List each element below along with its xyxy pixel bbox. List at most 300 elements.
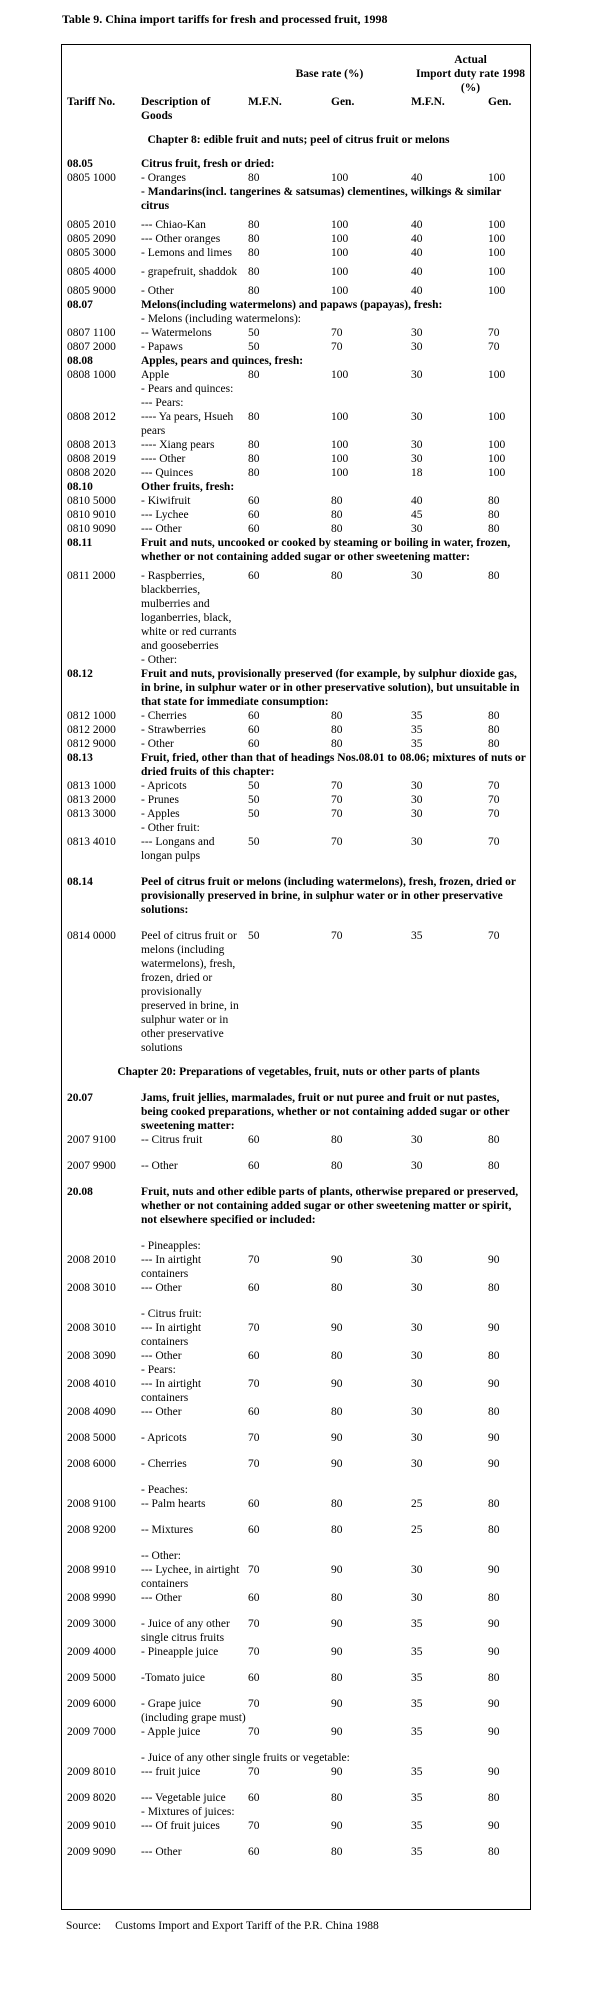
mfn-base-rate: 60 (248, 1846, 260, 1858)
tariff-no: 2009 3000 (67, 1618, 116, 1630)
gen-actual-rate: 80 (488, 1134, 500, 1146)
mfn-base-rate: 70 (248, 1726, 260, 1738)
tariff-no: 0805 2090 (67, 233, 116, 245)
description: - Prunes (141, 794, 180, 806)
gen-base-rate: 90 (331, 1820, 343, 1832)
gen-actual-rate: 80 (488, 1672, 500, 1684)
description: ---- Xiang pears (141, 439, 215, 451)
gen-actual-rate: 70 (488, 836, 500, 848)
gen-base-rate: 100 (331, 233, 349, 245)
mfn-base-rate: 70 (248, 1766, 260, 1778)
tariff-no (67, 1307, 141, 1321)
description: - Other: (141, 654, 178, 666)
mfn-base-rate: 60 (248, 724, 260, 736)
mfn-actual-rate: 30 (411, 369, 423, 381)
mfn-base-rate: 60 (248, 495, 260, 507)
description: -- Citrus fruit (141, 1134, 203, 1146)
mfn-actual-rate: 35 (411, 1792, 423, 1804)
description: --- Of fruit juices (141, 1820, 220, 1832)
mfn-actual-rate: 30 (411, 1322, 423, 1334)
description: --- Other (141, 523, 182, 535)
gen-actual-rate: 80 (488, 1406, 500, 1418)
mfn-base-rate: 60 (248, 1524, 260, 1536)
mfn-base-rate: 70 (248, 1564, 260, 1576)
source-note (66, 1919, 600, 1933)
gen-actual-rate: 100 (488, 453, 506, 465)
gen-base-rate: 100 (331, 219, 349, 231)
gen-actual-rate: 100 (488, 467, 506, 479)
gen-actual-rate: 70 (488, 808, 500, 820)
table-row (67, 793, 530, 807)
mfn-base-rate: 60 (248, 1672, 260, 1684)
mfn-actual-rate: 30 (411, 808, 423, 820)
tariff-no: 2007 9100 (67, 1134, 116, 1146)
mfn-actual-rate: 30 (411, 780, 423, 792)
table-row (67, 1497, 530, 1511)
gen-actual-rate: 70 (488, 341, 500, 353)
tariff-no: 08.07 (67, 299, 93, 311)
gen-base-rate: 90 (331, 1766, 343, 1778)
description: --- In airtight containers (141, 1378, 202, 1404)
mfn-actual-rate: 35 (411, 1820, 423, 1832)
mfn-base-rate: 70 (248, 1618, 260, 1630)
tariff-no: 2008 9990 (67, 1592, 116, 1604)
table-row (67, 1483, 530, 1497)
gen-actual-rate: 80 (488, 570, 500, 582)
gen-actual-rate: 100 (488, 266, 506, 278)
description: - Grape juice (including grape must) (141, 1698, 246, 1724)
tariff-no: 2008 9100 (67, 1498, 116, 1510)
tariff-no: 2008 3010 (67, 1282, 116, 1294)
gen-base-rate: 100 (331, 369, 349, 381)
tariff-no: 2009 4000 (67, 1646, 116, 1658)
mfn-base-rate: 60 (248, 509, 260, 521)
description: Other fruits, fresh: (141, 481, 235, 493)
gen-base-rate: 70 (331, 808, 343, 820)
table-row (67, 821, 530, 835)
description: ---- Ya pears, Hsueh pears (141, 411, 234, 437)
mfn-base-rate: 70 (248, 1378, 260, 1390)
tariff-no: 20.07 (67, 1092, 93, 1104)
table-row (67, 779, 530, 793)
table-row (67, 1617, 530, 1645)
tariff-no: 0805 3000 (67, 247, 116, 259)
gen-base-rate: 80 (331, 1846, 343, 1858)
description: --- In airtight containers (141, 1254, 202, 1280)
tariff-no (67, 1239, 141, 1253)
tariff-no: 2008 2010 (67, 1254, 116, 1266)
table-row (67, 232, 530, 246)
description: - Melons (including watermelons): (141, 313, 302, 325)
tariff-no: 20.08 (67, 1186, 93, 1198)
description: - Apples (141, 808, 180, 820)
gen-base-rate: 90 (331, 1564, 343, 1576)
gen-base-rate: 80 (331, 1792, 343, 1804)
mfn-base-rate: 80 (248, 266, 260, 278)
tariff-no: 2009 8020 (67, 1792, 116, 1804)
gen-actual-rate: 90 (488, 1322, 500, 1334)
table-row (67, 1591, 530, 1605)
mfn-actual-rate: 30 (411, 1282, 423, 1294)
gen-actual-rate: 90 (488, 1820, 500, 1832)
description: -- Watermelons (141, 327, 212, 339)
gen-base-rate: 70 (331, 341, 343, 353)
gen-base-rate: 80 (331, 1406, 343, 1418)
table-row (67, 1697, 530, 1725)
gen-actual-rate: 80 (488, 1282, 500, 1294)
description: -- Other: (141, 1550, 181, 1562)
header-gen-actual: Gen. (488, 96, 512, 108)
table-row (67, 1765, 530, 1779)
tariff-no: 08.11 (67, 537, 93, 549)
table-row (67, 185, 530, 213)
mfn-base-rate: 70 (248, 1646, 260, 1658)
mfn-base-rate: 80 (248, 411, 260, 423)
table-row (67, 494, 530, 508)
mfn-base-rate: 50 (248, 327, 260, 339)
mfn-actual-rate: 30 (411, 1458, 423, 1470)
mfn-base-rate: 60 (248, 1160, 260, 1172)
description: - Juice of any other single fruits or vegetable: (141, 1752, 350, 1764)
gen-actual-rate: 80 (488, 1350, 500, 1362)
table-header-row-columns (67, 95, 530, 109)
tariff-no: 2008 4010 (67, 1378, 116, 1390)
tariff-no: 0812 2000 (67, 724, 116, 736)
description: Jams, fruit jellies, marmalades, fruit or nut puree and fruit or nut pastes, being cooked preparations, whether or not containing added sugar or other sweetening matter: (141, 1092, 510, 1132)
table-row (67, 1307, 530, 1321)
description: - Apricots (141, 780, 187, 792)
table-row (67, 1349, 530, 1363)
tariff-no: 0805 4000 (67, 266, 116, 278)
mfn-actual-rate: 40 (411, 266, 423, 278)
mfn-actual-rate: 45 (411, 509, 423, 521)
tariff-no: 2009 6000 (67, 1698, 116, 1710)
table-header-row-goods (67, 109, 530, 123)
table-row (67, 1363, 530, 1377)
gen-actual-rate: 80 (488, 1524, 500, 1536)
gen-base-rate: 100 (331, 285, 349, 297)
table-row (67, 1457, 530, 1471)
gen-base-rate: 100 (331, 467, 349, 479)
description: Fruit and nuts, uncooked or cooked by steaming or boiling in water, frozen, whether or not containing added sugar or other sweetening matter: (141, 537, 511, 563)
description: --- In airtight containers (141, 1322, 202, 1348)
gen-base-rate: 100 (331, 411, 349, 423)
description: - Mandarins(incl. tangerines & satsumas) clementines, wilkings & similar citrus (141, 186, 502, 212)
description: - Pears: (141, 1364, 176, 1376)
table-row (67, 709, 530, 723)
gen-base-rate: 80 (331, 1134, 343, 1146)
description: --- Longans and longan pulps (141, 836, 215, 862)
gen-base-rate: 80 (331, 1498, 343, 1510)
tariff-no: 2009 5000 (67, 1672, 116, 1684)
mfn-base-rate: 80 (248, 247, 260, 259)
mfn-actual-rate: 35 (411, 1726, 423, 1738)
description: --- Vegetable juice (141, 1792, 226, 1804)
gen-base-rate: 80 (331, 710, 343, 722)
tariff-no: 0810 5000 (67, 495, 116, 507)
mfn-base-rate: 60 (248, 1592, 260, 1604)
tariff-no (67, 1363, 141, 1377)
gen-actual-rate: 80 (488, 1592, 500, 1604)
mfn-base-rate: 50 (248, 930, 260, 942)
mfn-base-rate: 80 (248, 439, 260, 451)
mfn-base-rate: 60 (248, 1406, 260, 1418)
description: - Pineapples: (141, 1240, 201, 1252)
gen-actual-rate: 80 (488, 1792, 500, 1804)
table-row (67, 929, 530, 1055)
table-row (67, 835, 530, 863)
table-row (67, 536, 530, 564)
mfn-actual-rate: 35 (411, 1618, 423, 1630)
gen-actual-rate: 100 (488, 285, 506, 297)
gen-base-rate: 80 (331, 724, 343, 736)
table-row (67, 1133, 530, 1147)
mfn-actual-rate: 30 (411, 1592, 423, 1604)
mfn-base-rate: 60 (248, 570, 260, 582)
gen-actual-rate: 70 (488, 930, 500, 942)
description: --- Lychee (141, 509, 189, 521)
source-text: Customs Import and Export Tariff of the P.R. China 1988 (115, 1920, 379, 1932)
table-row (67, 1845, 530, 1859)
mfn-actual-rate: 30 (411, 794, 423, 806)
gen-actual-rate: 90 (488, 1432, 500, 1444)
table-row (67, 1563, 530, 1591)
description: Peel of citrus fruit or melons (including watermelons), fresh, frozen, dried or provisionally preserved in brine, in sulphur water or in other preservative solutions: (141, 876, 516, 916)
mfn-actual-rate: 30 (411, 1406, 423, 1418)
gen-base-rate: 90 (331, 1458, 343, 1470)
tariff-no: 08.05 (67, 158, 93, 170)
gen-base-rate: 90 (331, 1254, 343, 1266)
mfn-actual-rate: 30 (411, 1432, 423, 1444)
gen-actual-rate: 90 (488, 1378, 500, 1390)
description: - Papaws (141, 341, 183, 353)
mfn-base-rate: 70 (248, 1322, 260, 1334)
description: --- Other (141, 1350, 182, 1362)
mfn-base-rate: 60 (248, 710, 260, 722)
mfn-actual-rate: 35 (411, 1646, 423, 1658)
tariff-no: 0810 9010 (67, 509, 116, 521)
gen-base-rate: 90 (331, 1618, 343, 1630)
mfn-actual-rate: 30 (411, 1134, 423, 1146)
table-row (67, 1405, 530, 1419)
tariff-no: 2008 5000 (67, 1432, 116, 1444)
gen-base-rate: 80 (331, 1592, 343, 1604)
mfn-actual-rate: 30 (411, 1160, 423, 1172)
header-mfn-base: M.F.N. (248, 96, 282, 108)
table-row (67, 875, 530, 917)
gen-actual-rate: 100 (488, 247, 506, 259)
table-row (67, 326, 530, 340)
description: - Pears and quinces: (141, 383, 234, 395)
gen-actual-rate: 90 (488, 1766, 500, 1778)
mfn-base-rate: 50 (248, 808, 260, 820)
mfn-base-rate: 60 (248, 1792, 260, 1804)
tariff-no: 0808 2012 (67, 411, 116, 423)
description: --- Other (141, 1846, 182, 1858)
description: --- Other (141, 1592, 182, 1604)
mfn-actual-rate: 35 (411, 1766, 423, 1778)
description: - Peaches: (141, 1484, 188, 1496)
gen-actual-rate: 80 (488, 710, 500, 722)
table-row (67, 410, 530, 438)
tariff-no: 0807 2000 (67, 341, 116, 353)
gen-actual-rate: 80 (488, 509, 500, 521)
tariff-no: 0808 2013 (67, 439, 116, 451)
gen-base-rate: 90 (331, 1322, 343, 1334)
description: Fruit, nuts and other edible parts of plants, otherwise prepared or preserved, whether or not containing added sugar or other sweetening matter or spirit, not elsewhere specified or included: (141, 1186, 519, 1226)
table-row (67, 723, 530, 737)
mfn-base-rate: 60 (248, 1498, 260, 1510)
tariff-no: 0813 3000 (67, 808, 116, 820)
table-body (67, 133, 530, 1859)
table-row (67, 1523, 530, 1537)
mfn-actual-rate: 18 (411, 467, 423, 479)
mfn-base-rate: 50 (248, 341, 260, 353)
gen-base-rate: 80 (331, 495, 343, 507)
table-row (67, 1321, 530, 1349)
mfn-base-rate: 60 (248, 1282, 260, 1294)
description: - Other (141, 285, 174, 297)
description: Fruit, fried, other than that of headings Nos.08.01 to 08.06; mixtures of nuts or dried fruits of this chapter: (141, 752, 526, 778)
table-row (67, 751, 530, 779)
mfn-base-rate: 60 (248, 738, 260, 750)
gen-actual-rate: 90 (488, 1254, 500, 1266)
mfn-actual-rate: 40 (411, 219, 423, 231)
description: Fruit and nuts, provisionally preserved (for example, by sulphur dioxide gas, in brine, in sulphur water or in other preservative solution), but unsuitable in that state for immediate consumption: (141, 668, 520, 708)
description: --- Other (141, 1282, 182, 1294)
gen-actual-rate: 100 (488, 219, 506, 231)
mfn-actual-rate: 30 (411, 1254, 423, 1266)
description: -- Mixtures (141, 1524, 194, 1536)
tariff-no (67, 821, 141, 835)
mfn-actual-rate: 35 (411, 1846, 423, 1858)
tariff-no: 2009 9010 (67, 1820, 116, 1832)
table-row (67, 354, 530, 368)
gen-actual-rate: 90 (488, 1726, 500, 1738)
header-base-rate: Base rate (%) (295, 68, 364, 80)
tariff-no (67, 312, 141, 326)
description: --- Quinces (141, 467, 194, 479)
tariff-no: 0807 1100 (67, 327, 116, 339)
description: - Oranges (141, 172, 187, 184)
mfn-actual-rate: 25 (411, 1498, 423, 1510)
table-title: Table 9. China import tariffs for fresh and processed fruit, 1998 (62, 12, 388, 26)
mfn-actual-rate: 30 (411, 453, 423, 465)
mfn-base-rate: 80 (248, 453, 260, 465)
mfn-actual-rate: 30 (411, 836, 423, 848)
tariff-no: 0805 1000 (67, 172, 116, 184)
table-row (67, 1671, 530, 1685)
mfn-base-rate: 60 (248, 523, 260, 535)
table-row (67, 368, 530, 382)
table-row (67, 396, 530, 410)
table-row (67, 653, 530, 667)
description: --- Lychee, in airtight containers (141, 1564, 240, 1590)
gen-base-rate: 100 (331, 266, 349, 278)
tariff-no (67, 1483, 141, 1497)
mfn-base-rate: 50 (248, 836, 260, 848)
description: --- Pears: (141, 397, 184, 409)
tariff-no: 0811 2000 (67, 570, 116, 582)
tariff-no: 2009 8010 (67, 1766, 116, 1778)
tariff-no: 0805 9000 (67, 285, 116, 297)
tariff-no: 08.13 (67, 752, 93, 764)
description: Apples, pears and quinces, fresh: (141, 355, 304, 367)
gen-base-rate: 70 (331, 780, 343, 792)
table-row (67, 667, 530, 709)
mfn-actual-rate: 40 (411, 495, 423, 507)
description: --- fruit juice (141, 1766, 201, 1778)
mfn-actual-rate: 30 (411, 411, 423, 423)
table-header-row-groups (67, 67, 530, 95)
table-row (67, 1253, 530, 1281)
tariff-no: 2008 9200 (67, 1524, 116, 1536)
mfn-actual-rate: 35 (411, 930, 423, 942)
mfn-base-rate: 80 (248, 172, 260, 184)
tariff-table (61, 44, 531, 1910)
tariff-no: 2007 9900 (67, 1160, 116, 1172)
gen-base-rate: 80 (331, 523, 343, 535)
tariff-no: 2008 9910 (67, 1564, 116, 1576)
mfn-actual-rate: 30 (411, 570, 423, 582)
table-row (67, 1239, 530, 1253)
mfn-base-rate: 70 (248, 1432, 260, 1444)
gen-base-rate: 70 (331, 836, 343, 848)
mfn-actual-rate: 30 (411, 1350, 423, 1362)
table-row (67, 1805, 530, 1819)
mfn-actual-rate: 35 (411, 738, 423, 750)
header-gen-base: Gen. (331, 96, 355, 108)
description: - Citrus fruit: (141, 1308, 202, 1320)
gen-actual-rate: 70 (488, 327, 500, 339)
mfn-base-rate: 50 (248, 780, 260, 792)
mfn-base-rate: 80 (248, 233, 260, 245)
tariff-no: 08.08 (67, 355, 93, 367)
table-row (67, 265, 530, 279)
tariff-no: 08.12 (67, 668, 93, 680)
gen-base-rate: 70 (331, 930, 343, 942)
tariff-no: 2008 3090 (67, 1350, 116, 1362)
tariff-no: 2009 9090 (67, 1846, 116, 1858)
mfn-actual-rate: 40 (411, 172, 423, 184)
mfn-actual-rate: 35 (411, 710, 423, 722)
description: Melons(including watermelons) and papaws (papayas), fresh: (141, 299, 443, 311)
mfn-base-rate: 50 (248, 794, 260, 806)
gen-actual-rate: 90 (488, 1646, 500, 1658)
table-row (67, 1819, 530, 1833)
mfn-actual-rate: 25 (411, 1524, 423, 1536)
gen-actual-rate: 100 (488, 439, 506, 451)
table-row (67, 438, 530, 452)
gen-base-rate: 80 (331, 1350, 343, 1362)
gen-base-rate: 100 (331, 247, 349, 259)
gen-base-rate: 80 (331, 1160, 343, 1172)
table-row (67, 480, 530, 494)
table-row (67, 246, 530, 260)
tariff-no (67, 1805, 141, 1819)
tariff-no: 0808 2019 (67, 453, 116, 465)
gen-base-rate: 80 (331, 1672, 343, 1684)
table-row (67, 1725, 530, 1739)
description: - Pineapple juice (141, 1646, 219, 1658)
mfn-base-rate: 80 (248, 285, 260, 297)
gen-actual-rate: 100 (488, 233, 506, 245)
gen-base-rate: 90 (331, 1432, 343, 1444)
chapter-heading: Chapter 8: edible fruit and nuts; peel of citrus fruit or melons (147, 134, 450, 146)
description: - grapefruit, shaddok (141, 266, 238, 278)
table-row (67, 1377, 530, 1405)
tariff-no: 2009 7000 (67, 1726, 116, 1738)
